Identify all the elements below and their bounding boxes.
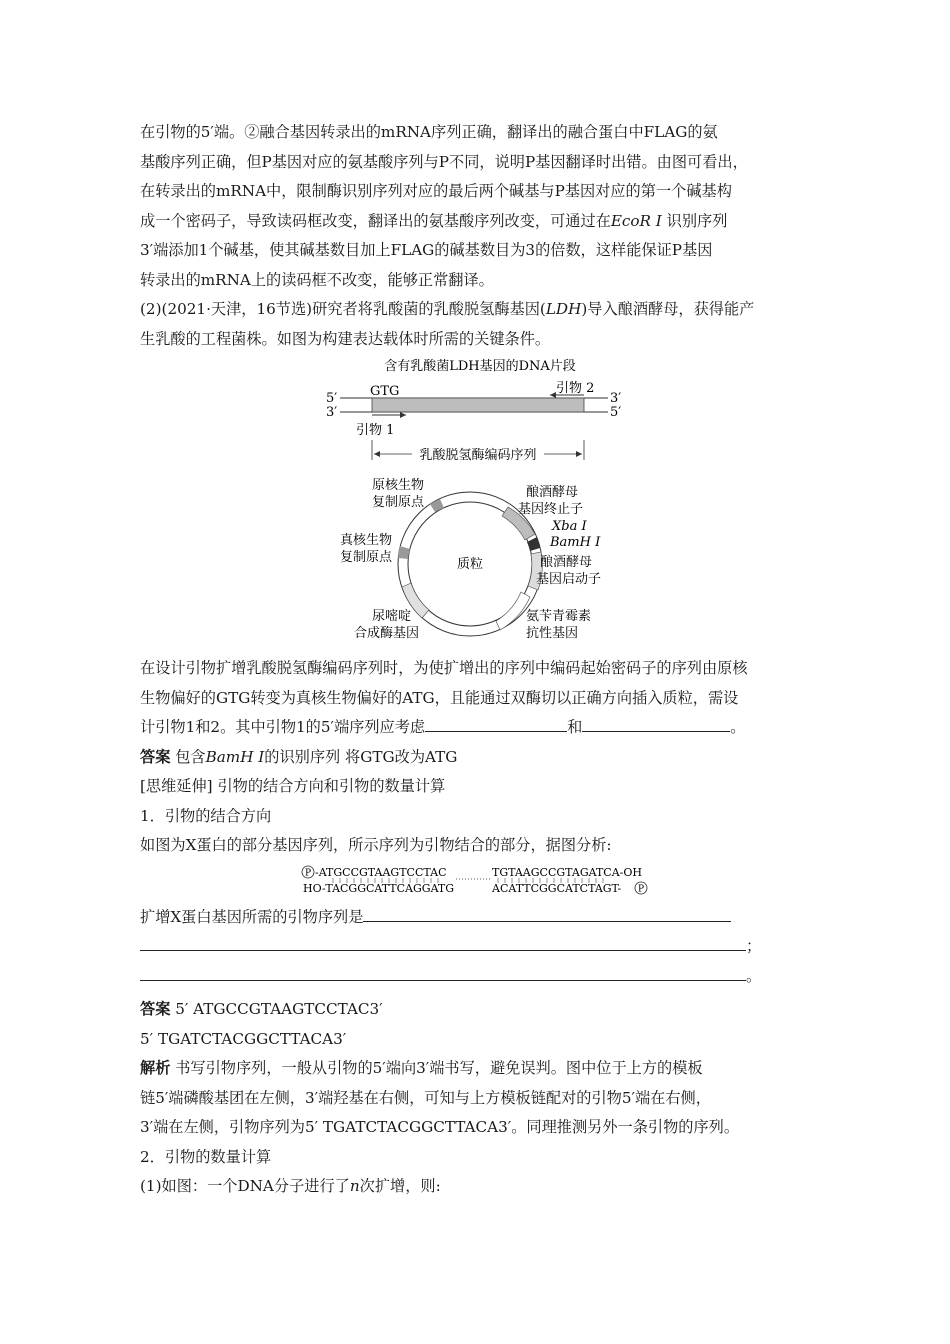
q2-body-and: 和 (567, 718, 583, 736)
bam-label: BamH Ⅰ (550, 535, 601, 550)
ext-line (140, 772, 820, 802)
q2-body-line1: 在设计引物扩增乳酸脱氢酶编码序列时，为使扩增出的序列中编码起始密码子的序列由原核 (140, 659, 748, 677)
xba-label: Xba Ⅰ (552, 519, 587, 534)
para1-line1: 在引物的5′端。②融合基因转录出的mRNA序列正确，翻译出的融合蛋白中FLAG的氨 (140, 123, 718, 141)
euk-ori-label-1: 真核生物 (340, 533, 393, 548)
ldh-gene: LDH (545, 300, 582, 318)
primer1-label: 引物 1 (356, 423, 395, 438)
primer-blank-3[interactable] (140, 966, 746, 981)
q2-body-line3 (140, 713, 820, 743)
answer-blank-1[interactable] (425, 717, 567, 732)
answer1-bamh: BamH Ⅰ (205, 747, 265, 766)
fig1-title: 含有乳酸菌LDH基因的DNA片段 (384, 359, 576, 374)
answer1-line (140, 743, 820, 773)
q2-body-line3-text: 计引物1和2。其中引物1的5′端序列应考虑 (140, 718, 426, 736)
sequence-svg (140, 861, 820, 903)
primer-blank-2[interactable] (140, 936, 746, 951)
jiexi-line2: 链5′端磷酸基团在左侧，3′端羟基在右侧，可知与上方模板链配对的引物5′端在右侧， (140, 1088, 711, 1107)
ecor-enzyme: EcoR Ⅰ (610, 211, 662, 230)
answer2-line2: 5′ TGATCTACGGCTTACA3′ (140, 1029, 347, 1048)
q2-body-line2: 生物偏好的GTG转变为真核生物偏好的ATG，且能通过双酶切以正确方向插入质粒，需设 (140, 688, 739, 707)
primer-blank-line-3 (140, 962, 820, 992)
q2-intro-b: )导入酿酒酵母，获得能产 (581, 300, 755, 318)
gtg-label: GTG (370, 384, 400, 399)
seq-top-right: TGTAAGCCGTAGATCA-OH (492, 865, 642, 879)
euk-ori-label-2: 复制原点 (340, 550, 393, 565)
ura-label-2: 合成酶基因 (354, 626, 420, 641)
promoter-label-1: 酿酒酵母 (540, 555, 593, 570)
coding-label: 乳酸脱氢酶编码序列 (419, 448, 537, 463)
jiexi-text-1: 书写引物序列，一般从引物的5′端向3′端书写，避免误判。图中位于上方的模板 (175, 1059, 703, 1077)
para1-line6: 转录出的mRNA上的读码框不改变，能够正常翻译。 (140, 270, 494, 289)
primer-question-line (140, 903, 820, 933)
primer1-arrowhead (400, 412, 406, 418)
para1-line5: 3′端添加1个碱基，使其碱基数目加上FLAG的碱基数目为3的倍数，这样能保证P基因 (140, 241, 713, 259)
fig1-5prime-right: 5′ (610, 405, 622, 420)
section1-text: 如图为X蛋白的部分基因序列，所示序列为引物结合的部分，据图分析: (140, 836, 612, 854)
answer1-a: 包含 (175, 747, 206, 766)
jiexi-line3: 3′端在左侧，引物序列为5′ TGATCTACGGCTTACA3′。同理推测另外一条引物的序列。 (140, 1118, 740, 1136)
seq-top-left: -ATGCCGTAAGTCCTAC (315, 865, 447, 879)
euk-ori-segment (398, 546, 410, 559)
section2-text-a: (1)如图：一个DNA分子进行了 (140, 1177, 350, 1195)
answer1-b: 的识别序列 (264, 747, 341, 766)
answer2-line1 (140, 995, 820, 1025)
pro-ori-label-1: 原核生物 (372, 478, 425, 493)
ext-title: 引物的结合方向和引物的数量计算 (217, 777, 446, 795)
primer-question: 扩增X蛋白基因所需的引物序列是 (140, 907, 364, 926)
pro-ori-segment (430, 499, 444, 512)
dna-fragment-svg (140, 354, 820, 474)
coding-span-arrowhead-left (374, 451, 380, 457)
q2-intro-line2: 生乳酸的工程菌株。如图为构建表达载体时所需的关键条件。 (140, 329, 551, 348)
semicolon: ； (746, 937, 762, 955)
sequence-figure (140, 861, 820, 903)
section1-heading: 1．引物的结合方向 (140, 806, 272, 825)
page-content (140, 118, 820, 1202)
answer2-label: 答案 (140, 1000, 171, 1018)
answer-blank-2[interactable] (582, 717, 730, 732)
para1-line4-text: 成一个密码子，导致读码框改变，翻译出的氨基酸序列改变，可通过在 (140, 211, 611, 230)
primer-blank-1[interactable] (363, 907, 731, 922)
q2-body-period: 。 (730, 718, 746, 736)
plasmid-center-label: 质粒 (456, 557, 484, 572)
primer2-label: 引物 2 (556, 381, 595, 396)
jiexi-line1 (140, 1054, 820, 1084)
fig1-3prime-bottom: 3′ (326, 405, 338, 420)
plasmid-figure (140, 474, 820, 654)
para1-line4 (140, 207, 820, 237)
coding-region (372, 398, 584, 412)
section2-text (140, 1172, 820, 1202)
answer1-c: 将GTG改为ATG (345, 747, 458, 766)
pro-ori-label-2: 复制原点 (372, 495, 425, 510)
answer1-label: 答案 (140, 747, 171, 766)
terminator-label-2: 基因终止子 (518, 502, 584, 517)
section2-n: n (349, 1177, 360, 1195)
period-mark: 。 (746, 966, 762, 985)
coding-span-arrowhead-right (576, 451, 582, 457)
amp-label-2: 抗性基因 (526, 626, 579, 641)
section2-text-b: 次扩增，则: (359, 1177, 441, 1195)
terminator-label-1: 酿酒酵母 (526, 485, 579, 500)
plasmid-svg (140, 474, 820, 654)
jiexi-label: 解析 (140, 1059, 171, 1077)
promoter-label-2: 基因启动子 (536, 572, 602, 587)
para1-line3: 在转录出的mRNA中，限制酶识别序列对应的最后两个碱基与P基因对应的第一个碱基构 (140, 182, 732, 200)
primer2-arrowhead (550, 392, 556, 398)
seq-bottom-right: ACATTCGGCATCTAGT- (492, 881, 622, 895)
phosphate-bottom-text: P (637, 884, 645, 894)
ura-label-1: 尿嘧啶 (372, 609, 412, 624)
phosphate-top-text: P (304, 868, 312, 878)
primer-blank-line-2 (140, 932, 820, 962)
section2-heading: 2．引物的数量计算 (140, 1147, 272, 1166)
dna-fragment-figure (140, 354, 820, 474)
answer2-primer-a: 5′ ATGCCGTAAGTCCTAC3′ (175, 1000, 383, 1018)
q2-intro-a: (2)(2021·天津，16节选)研究者将乳酸菌的乳酸脱氢酶基因( (140, 300, 546, 318)
para1-line2: 基酸序列正确，但P基因对应的氨基酸序列与P不同，说明P基因翻译时出错。由图可看出， (140, 152, 748, 171)
fig1-5prime-top: 5′ (326, 391, 338, 406)
fig1-3prime-top: 3′ (610, 391, 622, 406)
amp-label-1: 氨苄青霉素 (526, 609, 592, 624)
ext-label: [思维延伸] (140, 777, 213, 795)
q2-intro-line1 (140, 295, 820, 325)
seq-bottom-left: HO-TACGGCATTCAGGATG (303, 881, 455, 895)
para1-line4-tail: 识别序列 (666, 211, 728, 230)
